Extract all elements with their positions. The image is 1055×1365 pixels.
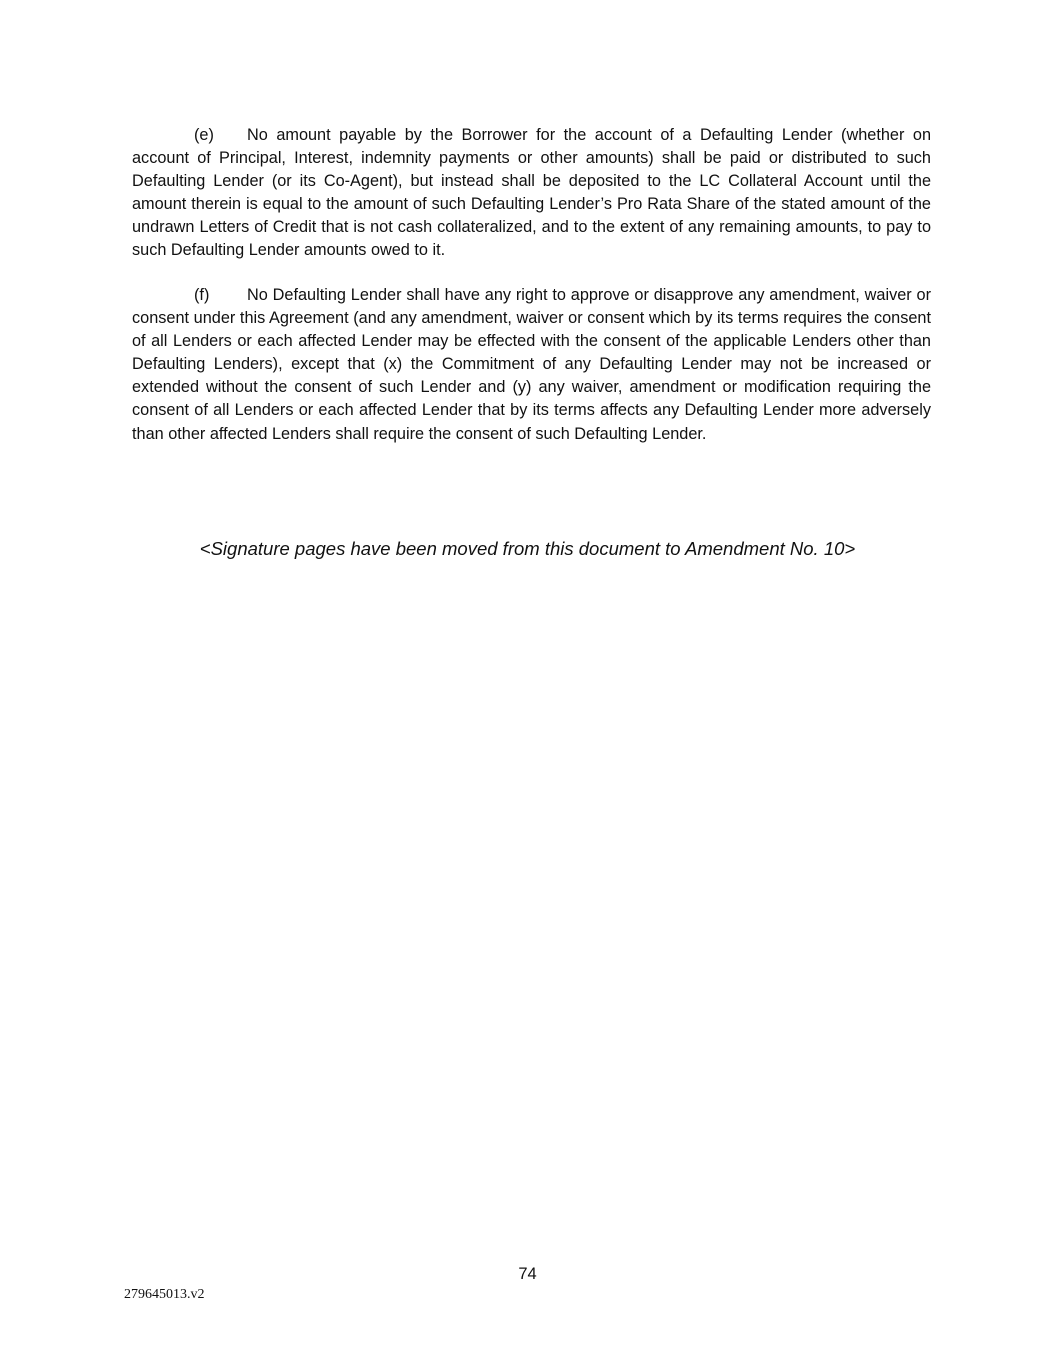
signature-note: <Signature pages have been moved from this document to Amendment No. 10> bbox=[199, 538, 856, 559]
paragraph-marker: (e) bbox=[194, 126, 214, 144]
paragraph-f bbox=[132, 284, 931, 446]
page-number: 74 bbox=[518, 1265, 537, 1283]
paragraph-e bbox=[132, 124, 931, 263]
paragraph-text: No Defaulting Lender shall have any right to approve or disapprove any amendment, waiver or consent under this Agreement (and any amendment, waiver or consent which by its terms requires the consent of all Lenders or each affected Lender may be effected with the consent of the applicable Lenders other than Defaulting Lenders), except that (x) the Commitment of any Defaulting Lender may not be increased or extended without the consent of such Lender and (y) any waiver, amendment or modification requiring the consent of all Lenders or each affected Lender that by its terms affects any Defaulting Lender more adversely than other affected Lenders shall require the consent of such Defaulting Lender. bbox=[132, 286, 931, 443]
paragraph-text: No amount payable by the Borrower for the account of a Defaulting Lender (whether on account of Principal, Interest, indemnity payments or other amounts) shall be paid or distributed to such Defaulting Lender (or its Co-Agent), but instead shall be deposited to the LC Collateral Account until the amount therein is equal to the amount of such Defaulting Lender’s Pro Rata Share of the stated amount of the undrawn Letters of Credit that is not cash collateralized, and to the extent of any remaining amounts, to pay to such Defaulting Lender amounts owed to it. bbox=[132, 126, 931, 260]
document-id: 279645013.v2 bbox=[124, 1287, 205, 1302]
paragraph-marker: (f) bbox=[194, 286, 210, 304]
